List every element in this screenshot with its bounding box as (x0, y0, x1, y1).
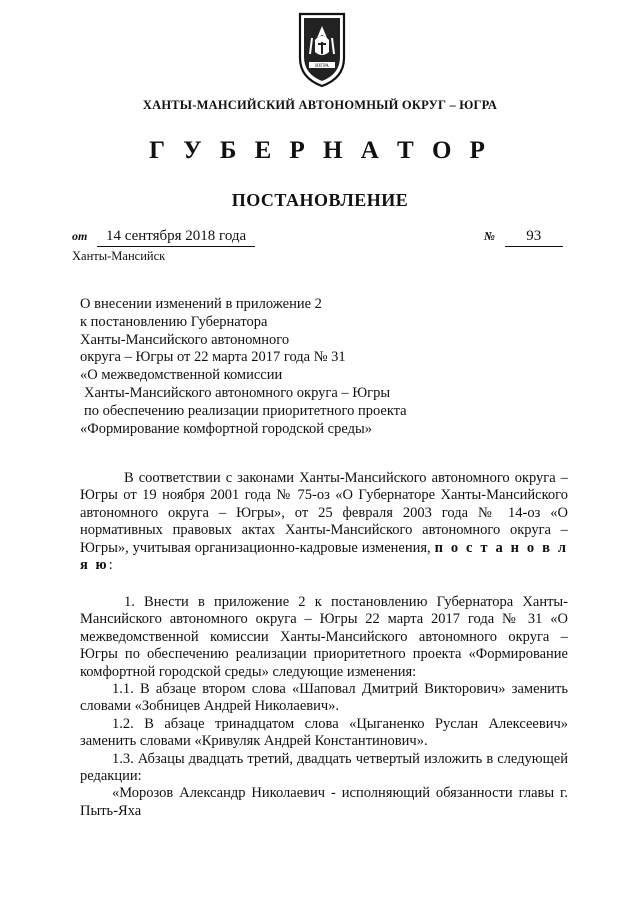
subject-line: О внесении изменений в приложение 2 (80, 296, 322, 312)
resolve-colon: : (108, 557, 113, 574)
subject-line: Ханты-Мансийского автономного (80, 331, 290, 348)
subject-line: к постановлению Губернатора (80, 313, 268, 330)
region-title: ХАНТЫ-МАНСИЙСКИЙ АВТОНОМНЫЙ ОКРУГ – ЮГРА (142, 98, 498, 112)
date-row (72, 228, 255, 247)
governor-heading: Г У Б Е Р Н А Т О Р (149, 137, 491, 164)
number-row (484, 228, 563, 247)
quote-paragraph: «Морозов Александр Николаевич - исполняющий обязанности главы г. Пыть-Яха (80, 785, 568, 819)
preamble-paragraph (80, 470, 568, 574)
document-subject (80, 296, 407, 438)
preamble-text: В соответствии с законами Ханты-Мансийского автономного округа – Югры от 19 ноября 2001 года № 75-оз «О Губернаторе Ханты-Мансийского автономного округа – Югры», от 25 февраля 2003 года № 14-оз «О нормативных правовых актах Ханты-Мансийского автономного округа – Югры», учитывая организационно-кадровые изменения, (80, 470, 568, 556)
item-1-3: 1.3. Абзацы двадцать третий, двадцать четвертый изложить в следующей редакции: (80, 750, 568, 785)
document-number: 93 (505, 228, 563, 247)
number-prefix: № (484, 229, 495, 243)
subject-line: Ханты-Мансийского автономного округа – Югры (84, 384, 391, 401)
subject-line: по обеспечению реализации приоритетного проекта (84, 402, 407, 419)
document-date: 14 сентября 2018 года (97, 228, 255, 247)
item-1: 1. Внести в приложение 2 к постановлению Губернатора Ханты-Мансийского автономного округа – Югры 22 марта 2017 года № 31 «О межведомственной комиссии Ханты-Мансийского автономного округа – Югры по обеспечению реализации приоритетного проекта «Формирование комфортной городской среды» следующие изменения: (80, 594, 568, 680)
document-type: ПОСТАНОВЛЕНИЕ (231, 190, 409, 210)
coat-of-arms-icon (294, 8, 350, 90)
date-prefix: от (72, 229, 88, 243)
document-city: Ханты-Мансийск (72, 249, 166, 263)
item-1-2: 1.2. В абзаце тринадцатом слова «Цыганенко Руслан Алексеевич» заменить словами «Кривуляк Андрей Константинович». (80, 715, 568, 750)
emblem-label: ЮГРА (315, 64, 329, 69)
resolve-word: п о с т а н о в л я ю (80, 539, 569, 574)
subject-line: округа – Югры от 22 марта 2017 года № 31 (80, 349, 346, 366)
decree-items (80, 594, 568, 820)
subject-line: «Формирование комфортной городской среды» (80, 420, 372, 437)
item-1-1: 1.1. В абзаце втором слова «Шаповал Дмитрий Викторович» заменить словами «Зобницев Андрей Николаевич». (80, 681, 568, 715)
subject-line: «О межведомственной комиссии (80, 367, 283, 384)
